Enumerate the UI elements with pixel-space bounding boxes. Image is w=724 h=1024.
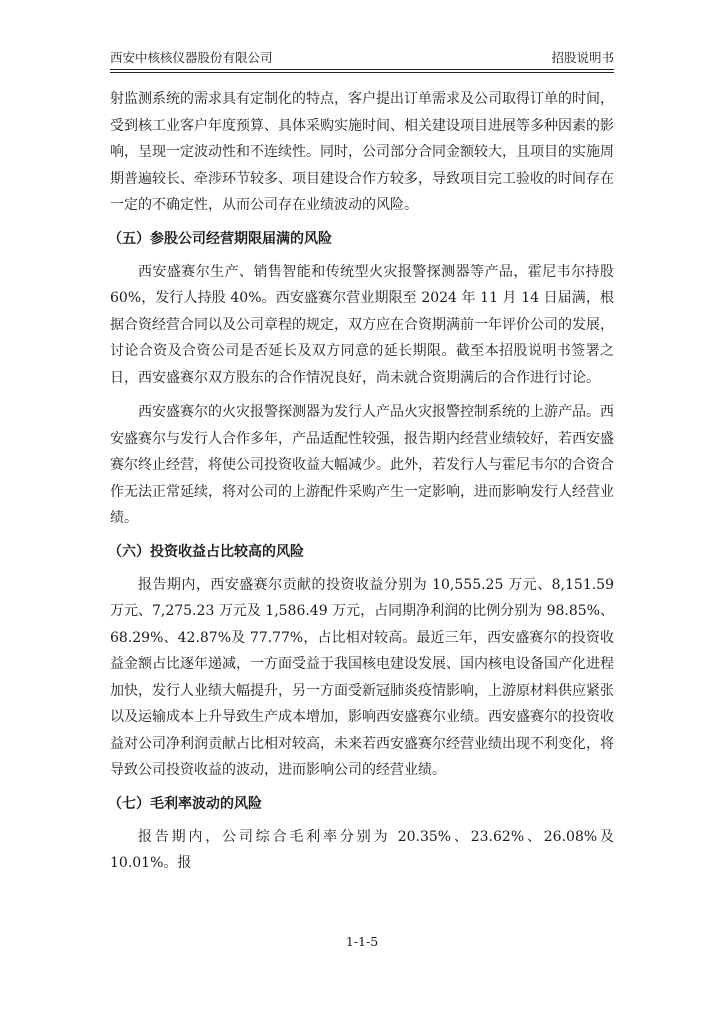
paragraph-continued: 射监测系统的需求具有定制化的特点，客户提出订单需求及公司取得订单的时间，受到核工业客户年度预算、具体采购实施时间、相关建设项目进展等多种因素的影响，呈现一定波动性和不连续性。同时，公司部分合同金额较大，且项目的实施周期普遍较长、牵涉环节较多、项目建设合作方较多，导致项目完工验收的时间存在一定的不确定性，从而公司存在业绩波动的风险。 <box>110 91 614 213</box>
header-company-name: 西安中核核仪器股份有限公司 <box>110 50 273 65</box>
section-heading-5: （五）参股公司经营期限届满的风险 <box>108 230 332 247</box>
page-number: 1-1-5 <box>345 934 379 949</box>
paragraph-6: 报告期内，西安盛赛尔贡献的投资收益分别为 10,555.25 万元、8,151.59 万元、7,275.23 万元及 1,586.49 万元，占同期净利润的比例分别为 98.85%、68.29%、42.87%及 77.77%，占比相对较高。最近三年，西安盛赛尔的投资收益金额占比逐年递减，一方面受益于我国核电建设发展、国内核电设备国产化进程加快，发行人业绩大幅提升，另一方面受新冠肺炎疫情影响，上游原材料供应紧张以及运输成本上升导致生产成本增加，影响西安盛赛尔业绩。西安盛赛尔的投资收益对公司净利润贡献占比相对较高，未来若西安盛赛尔经营业绩出现不利变化，将导致公司投资收益的波动，进而影响公司的经营业绩。 <box>110 576 614 778</box>
header-document-type: 招股说明书 <box>551 50 614 65</box>
section-heading-6: （六）投资收益占比较高的风险 <box>108 543 304 560</box>
paragraph-5b: 西安盛赛尔的火灾报警探测器为发行人产品火灾报警控制系统的上游产品。西安盛赛尔与发行人合作多年，产品适配性较强，报告期内经营业绩较好，若西安盛赛尔终止经营，将使公司投资收益大幅减少。此外，若发行人与霍尼韦尔的合资合作无法正常延续，将对公司的上游配件采购产生一定影响，进而影响发行人经营业绩。 <box>110 404 614 526</box>
page-body <box>110 86 614 885</box>
paragraph-5a: 西安盛赛尔生产、销售智能和传统型火灾报警探测器等产品，霍尼韦尔持股60%，发行人持股 40%。西安盛赛尔营业期限至 2024 年 11 月 14 日届满，根据合资经营合同以及公司章程的规定，双方应在合资期满前一年评价公司的发展，讨论合资及合资公司是否延长及双方同意的延长期限。截至本招股说明书签署之日，西安盛赛尔双方股东的合作情况良好，尚未就合资期满后的合作进行讨论。 <box>110 263 614 386</box>
section-heading-7: （七）毛利率波动的风险 <box>108 795 262 812</box>
paragraph-7: 报告期内，公司综合毛利率分别为 20.35%、23.62%、26.08%及 10.01%。报 <box>110 828 614 871</box>
page-header <box>110 50 614 70</box>
